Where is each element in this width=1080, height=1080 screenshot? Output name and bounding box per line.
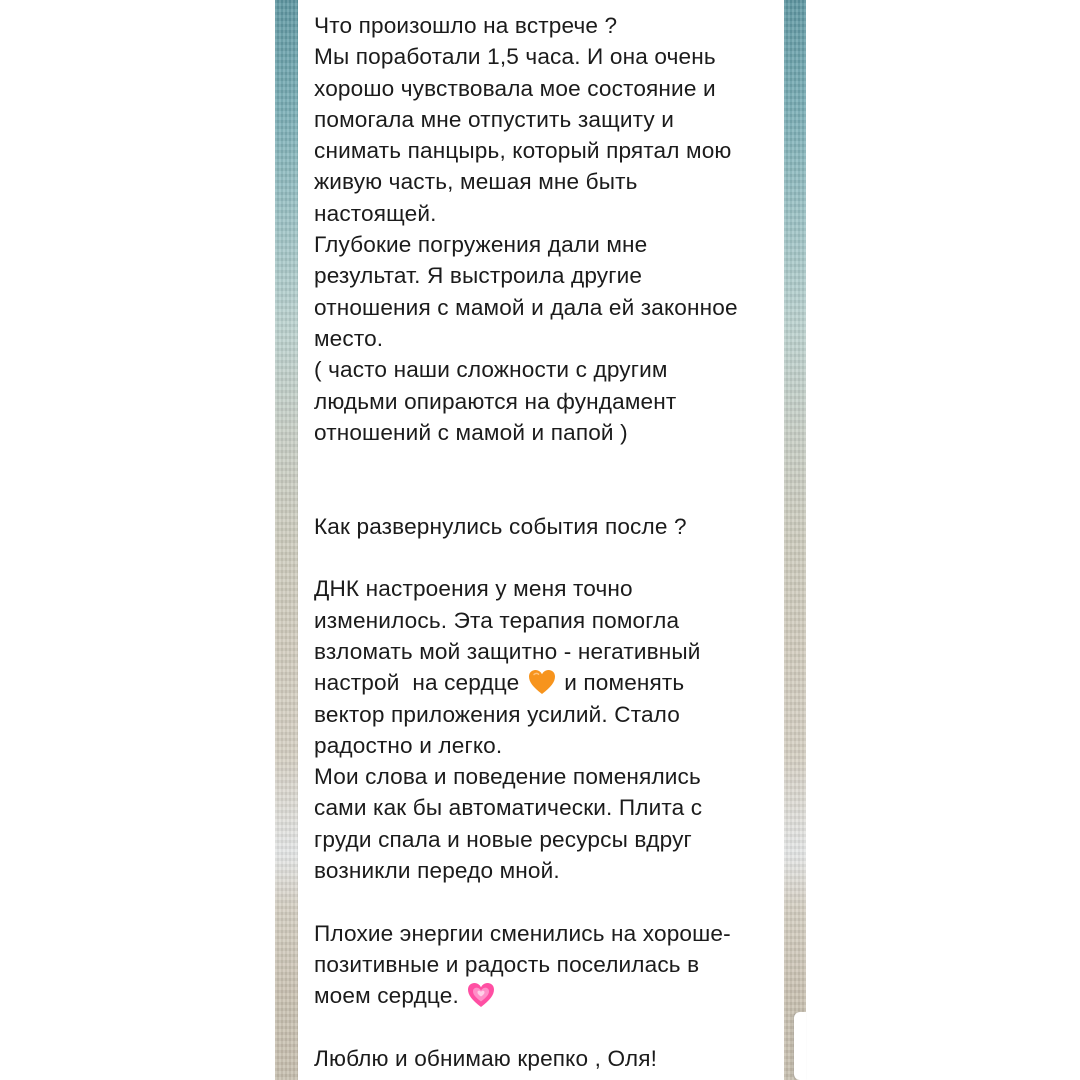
message-line: живую часть, мешая мне быть <box>314 169 638 195</box>
message-text <box>314 10 779 1074</box>
message-line: Мы поработали 1,5 часа. И она очень <box>314 44 716 70</box>
blank-line <box>314 542 779 573</box>
message-line: Что произошло на встрече ? <box>314 13 618 38</box>
message-line: людьми опираются на фундамент <box>314 388 677 414</box>
message-line-with-emoji <box>314 980 779 1011</box>
message-line: Мои слова и поведение поменялись <box>314 764 701 790</box>
message-line: взломать мой защитно - негативный <box>314 638 701 664</box>
message-line: вектор приложения усилий. Стало <box>314 701 680 727</box>
message-text-fragment: настрой на сердце <box>314 670 526 696</box>
scroll-handle[interactable] <box>794 1012 806 1080</box>
message-line: груди спала и новые ресурсы вдруг <box>314 826 692 852</box>
blank-line <box>314 479 779 510</box>
message-text-fragment: моем сердце. <box>314 983 466 1009</box>
orange-heart-icon <box>528 669 556 695</box>
background-beach-right <box>784 0 806 1080</box>
message-line: помогала мне отпустить защиту и <box>314 106 675 132</box>
message-line: отношения с мамой и дала ей законное <box>314 294 738 320</box>
message-line: результат. Я выстроила другие <box>314 263 643 289</box>
message-line: Плохие энергии сменились на хороше- <box>314 920 731 946</box>
message-line: сами как бы автоматически. Плита с <box>314 795 703 821</box>
message-text-fragment: и поменять <box>557 670 685 696</box>
message-line-with-emoji <box>314 667 779 698</box>
message-line: позитивные и радость поселилась в <box>314 951 700 977</box>
message-line: ДНК настроения у меня точно <box>314 576 633 602</box>
message-line: изменилось. Эта терапия помогла <box>314 607 680 633</box>
message-line: возникли передо мной. <box>314 858 560 884</box>
blank-line <box>314 448 779 479</box>
message-line: место. <box>314 325 384 351</box>
message-line: настоящей. <box>314 200 437 226</box>
message-line: отношений с мамой и папой ) <box>314 419 628 445</box>
message-line: ( часто наши сложности с другим <box>314 357 668 383</box>
message-line: Глубокие погружения дали мне <box>314 232 648 258</box>
message-line: Люблю и обнимаю крепко , Оля! <box>314 1045 658 1071</box>
growing-heart-icon <box>467 982 495 1008</box>
background-beach-left <box>275 0 298 1080</box>
message-line: хорошо чувствовала мое состояние и <box>314 75 716 101</box>
message-line: Как развернулись события после ? <box>314 513 687 539</box>
message-line: радостно и легко. <box>314 732 503 758</box>
blank-line <box>314 886 779 917</box>
blank-line <box>314 1012 779 1043</box>
message-line: снимать панцырь, который прятал мою <box>314 138 732 164</box>
